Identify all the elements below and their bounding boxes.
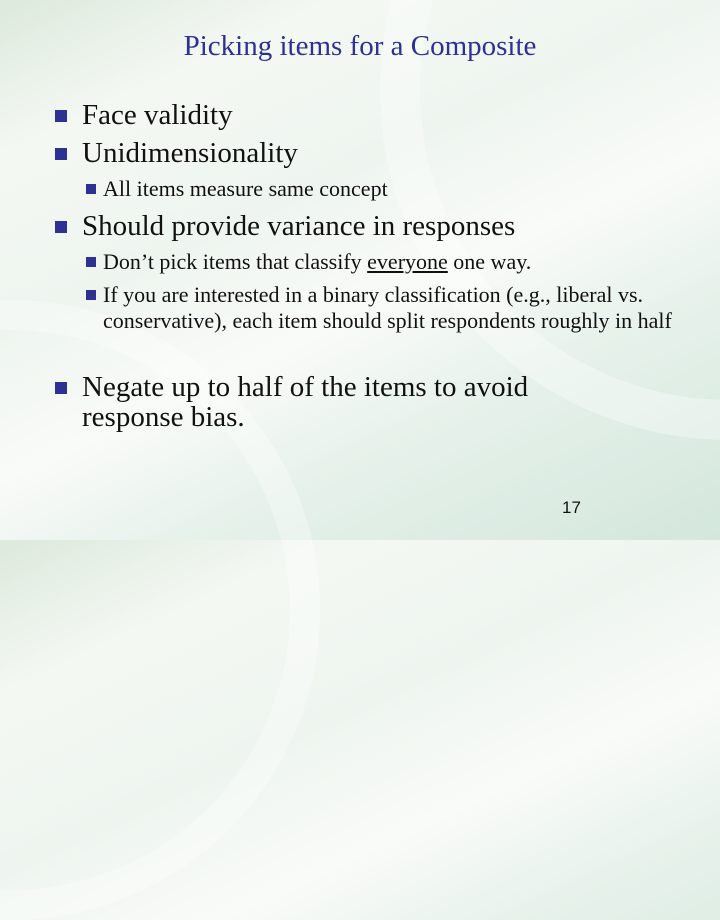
square-bullet-icon: [55, 382, 67, 394]
bullet-negate: [55, 372, 595, 432]
underlined-word: everyone: [367, 249, 448, 274]
bullet-text: [103, 249, 531, 275]
sub-bullet-binary-classification: [86, 282, 686, 334]
bullet-text: Should provide variance in responses: [82, 210, 516, 242]
bullet-unidimensionality: [55, 138, 298, 168]
square-bullet-icon: [86, 290, 96, 300]
bullet-text: If you are interested in a binary classification (e.g., liberal vs. conservative), each item should split respondents roughly in half: [103, 282, 672, 333]
sub-bullet-classify: [86, 249, 531, 275]
slide-title: Picking items for a Composite: [183, 30, 537, 62]
bullet-text: All items measure same concept: [103, 176, 388, 201]
bullet-text: Unidimensionality: [82, 137, 298, 169]
square-bullet-icon: [55, 148, 67, 160]
page-number: 17: [562, 498, 581, 517]
square-bullet-icon: [86, 257, 96, 267]
bullet-text: Negate up to half of the items to avoid response bias.: [82, 371, 529, 433]
square-bullet-icon: [55, 221, 67, 233]
bullet-face-validity: [55, 100, 233, 130]
sub-bullet-same-concept: [86, 176, 388, 202]
bullet-text-part: one way.: [447, 249, 532, 274]
square-bullet-icon: [86, 184, 96, 194]
square-bullet-icon: [55, 110, 67, 122]
bullet-variance: [55, 211, 515, 241]
bullet-text-part: Don’t pick items that classify: [103, 249, 368, 274]
bullet-text: Face validity: [82, 99, 233, 131]
